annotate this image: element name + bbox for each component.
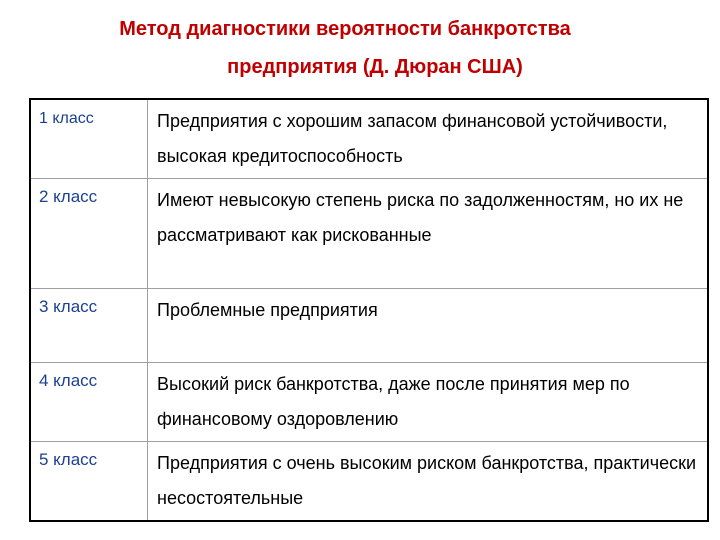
table-row	[30, 179, 708, 289]
table-row	[30, 442, 708, 522]
class-label: 4 класс	[30, 363, 148, 442]
class-description: Предприятия с хорошим запасом финансовой устойчивости, высокая кредитоспособность	[148, 99, 709, 179]
class-label: 2 класс	[30, 179, 148, 289]
page-title	[0, 10, 720, 86]
bankruptcy-class-table	[29, 98, 709, 522]
table-row	[30, 289, 708, 363]
title-line-2: предприятия (Д. Дюран США)	[227, 56, 523, 78]
class-description: Высокий риск банкротства, даже после принятия мер по финансовому оздоровлению	[148, 363, 709, 442]
class-label: 5 класс	[30, 442, 148, 522]
class-description: Проблемные предприятия	[148, 289, 709, 363]
title-line-1: Метод диагностики вероятности банкротства	[119, 18, 571, 40]
table-row	[30, 99, 708, 179]
class-description: Предприятия с очень высоким риском банкротства, практически несостоятельные	[148, 442, 709, 522]
class-description: Имеют невысокую степень риска по задолженностям, но их не рассматривают как рискованные	[148, 179, 709, 289]
table-row	[30, 363, 708, 442]
class-label: 3 класс	[30, 289, 148, 363]
class-label: 1 класс	[30, 99, 148, 179]
